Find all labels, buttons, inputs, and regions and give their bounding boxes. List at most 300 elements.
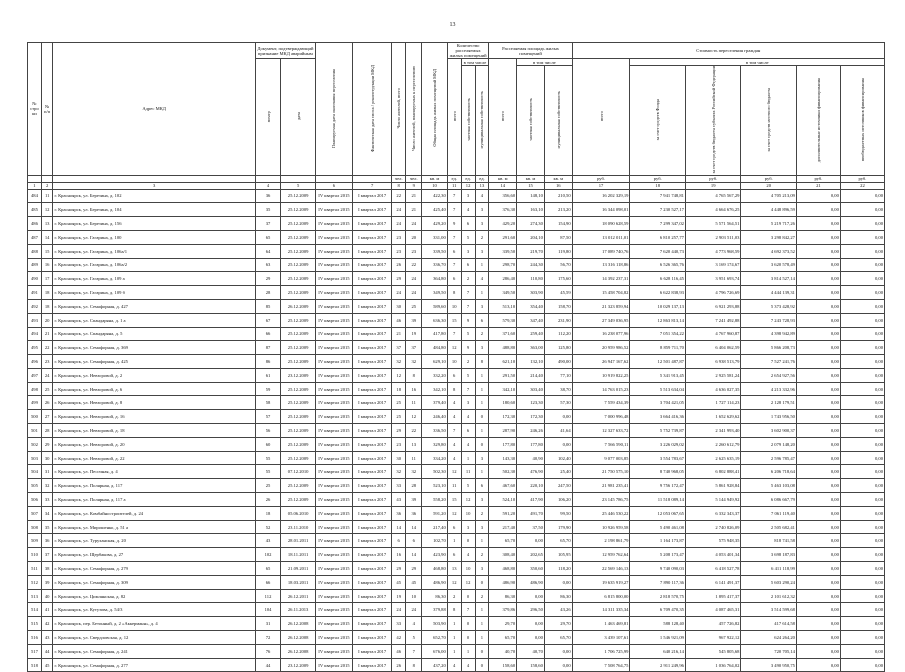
table-cell: 217,40 (489, 520, 517, 534)
unit-cell (281, 175, 316, 182)
table-cell: 16 344 098,01 (572, 203, 630, 217)
table-cell: 507 (28, 506, 42, 520)
page-number: 13 (449, 22, 456, 28)
table-cell: 246,40 (422, 410, 447, 424)
table-cell: 26.12.2008 (281, 644, 316, 658)
table-cell: 575 948,35 (685, 534, 741, 548)
table-cell: I квартал 2017 (352, 355, 391, 369)
table-cell: 0,00 (840, 327, 884, 341)
table-cell: IV квартал 2015 (315, 562, 352, 576)
table-row (28, 548, 885, 562)
table-cell: 1 164 173,87 (630, 534, 686, 548)
table-cell: 32 (392, 465, 406, 479)
header-cost-incl: в том числе (630, 59, 885, 66)
table-cell: 486,90 (489, 575, 517, 589)
table-cell: 296,50 (517, 603, 545, 617)
table-cell: г. Красноярск, ул. Березина, д. 156 (53, 217, 255, 231)
table-cell: 6 086 667,79 (741, 493, 797, 507)
table-cell: 298,70 (489, 258, 517, 272)
table-cell: 423,90 (422, 548, 447, 562)
table-cell: 0,00 (796, 548, 840, 562)
table-row (28, 203, 885, 217)
table-cell: 36 (255, 189, 280, 203)
table-cell: 4 053 401,34 (685, 548, 741, 562)
table-cell: 42 (392, 631, 406, 645)
table-cell: 45,59 (544, 286, 572, 300)
column-number-cell: 3 (53, 182, 255, 189)
table-cell: 8 859 711,70 (630, 341, 686, 355)
table-row (28, 341, 885, 355)
table-cell: 0,00 (840, 479, 884, 493)
table-cell: 468,80 (422, 562, 447, 576)
table-cell: 26.12.2008 (281, 617, 316, 631)
table-cell: 37 (406, 341, 422, 355)
table-cell: I квартал 2017 (352, 437, 391, 451)
table-cell: 72 (255, 631, 280, 645)
unit-cell: чел. (406, 175, 422, 182)
table-cell: 1 (447, 617, 461, 631)
table-cell: 32 (41, 479, 53, 493)
table-cell: 7 (447, 203, 461, 217)
table-cell: 486,90 (517, 575, 545, 589)
table-cell: 0,00 (840, 410, 884, 424)
table-cell: г. Красноярск, ул. Семафорная, д. 309 (53, 575, 255, 589)
table-row (28, 589, 885, 603)
table-cell: IV квартал 2015 (315, 465, 352, 479)
table-cell: 1 (475, 465, 489, 479)
table-cell: 0,00 (796, 203, 840, 217)
table-cell: 43 (41, 631, 53, 645)
header-num: № п/п (41, 43, 53, 176)
table-cell: 342,10 (422, 382, 447, 396)
table-cell: 25.12.2009 (281, 355, 316, 369)
table-cell: 28 (255, 286, 280, 300)
table-cell: 28 (41, 424, 53, 438)
table-cell: 24 (406, 603, 422, 617)
table-cell: 493 (28, 313, 42, 327)
table-cell: I квартал 2017 (352, 479, 391, 493)
table-row (28, 272, 885, 286)
table-cell: 2 198 861,79 (572, 534, 630, 548)
table-cell: 13 012 011,01 (572, 230, 630, 244)
table-cell: 27 349 036,95 (572, 313, 630, 327)
column-number-cell: 15 (517, 182, 545, 189)
table-cell: 4 (447, 451, 461, 465)
header-area-resettle: Расселяемая площадь жилых помещений (489, 43, 572, 59)
table-cell: 334,20 (422, 451, 447, 465)
table-cell: 15 458 704,82 (572, 286, 630, 300)
column-number-cell: 9 (406, 182, 422, 189)
table-cell: 0,00 (544, 658, 572, 672)
table-cell: г. Красноярск, ул. Березина, д. 104 (53, 203, 255, 217)
table-row (28, 506, 885, 520)
table-cell: 23.12.2009 (281, 658, 316, 672)
table-cell: I квартал 2017 (352, 327, 391, 341)
table-cell: 24 (406, 217, 422, 231)
table-cell: 35 (41, 520, 53, 534)
table-cell: 0 (475, 437, 489, 451)
table-cell: 9 756 172,47 (630, 479, 686, 493)
table-cell: 8 (447, 603, 461, 617)
table-cell: 8 (447, 286, 461, 300)
table-cell: 33 (392, 617, 406, 631)
table-cell: 21 323 859,94 (572, 299, 630, 313)
table-cell: 3 951 693,74 (685, 272, 741, 286)
table-cell: I квартал 2017 (352, 217, 391, 231)
table-cell: 22 (41, 341, 53, 355)
table-cell: 0,00 (840, 658, 884, 672)
table-cell: г. Красноярск, ул. Семафорная, д. 425 (53, 355, 255, 369)
table-cell: 37 (392, 341, 406, 355)
table-cell: I квартал 2017 (352, 313, 391, 327)
table-cell: 14 (406, 548, 422, 562)
table-cell: 516 (28, 631, 42, 645)
table-cell: 2 (461, 272, 475, 286)
table-cell: IV квартал 2015 (315, 286, 352, 300)
table-cell: 7 (461, 382, 475, 396)
table-row (28, 534, 885, 548)
table-cell: 0,00 (840, 644, 884, 658)
table-cell: 23 (406, 244, 422, 258)
table-cell: 0,00 (840, 451, 884, 465)
unit-cell: руб. (572, 175, 630, 182)
table-cell: 6 (447, 368, 461, 382)
table-cell: 65 (255, 562, 280, 576)
table-cell: I квартал 2017 (352, 244, 391, 258)
table-cell: 18 090 628,59 (572, 217, 630, 231)
table-cell: 86,30 (544, 589, 572, 603)
table-cell: 0,00 (796, 286, 840, 300)
table-cell: 0,00 (840, 548, 884, 562)
table-cell: 86,30 (422, 589, 447, 603)
table-cell: 8 740 968,05 (630, 465, 686, 479)
table-cell: 259,40 (517, 327, 545, 341)
table-cell: IV квартал 2015 (315, 603, 352, 617)
table-cell: 3 514 599,68 (741, 603, 797, 617)
table-cell: IV квартал 2015 (315, 631, 352, 645)
table-cell: 26.11.2013 (281, 603, 316, 617)
table-cell: 26 (41, 396, 53, 410)
table-cell: 506 (28, 493, 42, 507)
table-cell: 2 925 581,24 (685, 368, 741, 382)
table-cell: 0,00 (796, 189, 840, 203)
table-cell: 21 (406, 189, 422, 203)
table-header (28, 43, 885, 190)
table-cell: 21.09.2011 (281, 562, 316, 576)
table-cell: 0,00 (796, 603, 840, 617)
table-cell: 172,30 (489, 410, 517, 424)
table-cell: 286,40 (489, 272, 517, 286)
column-numbers-row (28, 182, 885, 189)
table-cell: 0,00 (796, 368, 840, 382)
table-cell: 1 652 629,62 (685, 410, 741, 424)
table-row (28, 437, 885, 451)
table-cell: 5 752 739,87 (630, 424, 686, 438)
table-cell: г. Красноярск, ул. Щербакова, д. 27 (53, 548, 255, 562)
table-row (28, 603, 885, 617)
table-cell: 3 439 107,61 (572, 631, 630, 645)
table-cell: IV квартал 2015 (315, 520, 352, 534)
header-address: Адрес МКД (53, 43, 255, 176)
table-cell: 497 (28, 368, 42, 382)
table-cell: 25.12.2009 (281, 341, 316, 355)
unit-cell (315, 175, 352, 182)
table-cell: 504 (28, 465, 42, 479)
table-cell: IV квартал 2015 (315, 244, 352, 258)
table-cell: I квартал 2017 (352, 644, 391, 658)
table-cell: 4 (447, 437, 461, 451)
table-cell: I квартал 2017 (352, 299, 391, 313)
table-cell: г. Красноярск, ул. Невзоровой, д. 16 (53, 410, 255, 424)
table-cell: 6 526 365,76 (630, 258, 686, 272)
table-cell: I квартал 2017 (352, 548, 391, 562)
table-cell: 25 (41, 382, 53, 396)
table-cell: 1 546 921,09 (630, 631, 686, 645)
table-cell: 0,00 (796, 230, 840, 244)
table-cell: 342,10 (489, 382, 517, 396)
table-cell: 33 (41, 493, 53, 507)
table-cell: 6 141 491,37 (685, 575, 741, 589)
table-cell: IV квартал 2015 (315, 548, 352, 562)
table-cell: 0,00 (796, 644, 840, 658)
table-cell: 1 727 114,23 (685, 396, 741, 410)
table-cell: 20 (41, 313, 53, 327)
table-cell: 491 (28, 286, 42, 300)
header-area-total: Общая площадь жилых помещений МКД (422, 43, 447, 176)
table-cell: 349,50 (422, 286, 447, 300)
header-area-private: частная собственность (517, 66, 545, 176)
table-cell: г. Красноярск, ул. Кутузова, д. 54/3 (53, 603, 255, 617)
table-cell: 509 (28, 534, 42, 548)
table-cell: IV квартал 2015 (315, 410, 352, 424)
table-cell: 3 (475, 341, 489, 355)
table-cell: 1 (447, 644, 461, 658)
table-cell: 0,00 (796, 327, 840, 341)
table-cell: 0,00 (796, 493, 840, 507)
table-cell: 7 (461, 299, 475, 313)
table-cell: 59 (255, 382, 280, 396)
table-cell: 7 051 354,22 (630, 327, 686, 341)
table-cell: 31 (41, 465, 53, 479)
table-cell: 514 (28, 603, 42, 617)
table-row (28, 299, 885, 313)
table-cell: 4 448 896,59 (741, 203, 797, 217)
table-cell: 12 (447, 575, 461, 589)
table-cell: 3 (461, 520, 475, 534)
table-cell: 1 036 764,02 (685, 658, 741, 672)
unit-cell: руб. (741, 175, 797, 182)
table-cell: 5 571 564,51 (685, 217, 741, 231)
table-cell: 21 (392, 327, 406, 341)
table-cell: 10 (447, 299, 461, 313)
table-cell: 0,00 (840, 603, 884, 617)
table-cell: IV квартал 2015 (315, 230, 352, 244)
table-cell: 0,00 (796, 589, 840, 603)
table-cell: 3 298 842,27 (741, 230, 797, 244)
table-cell: IV квартал 2015 (315, 368, 352, 382)
table-cell: IV квартал 2015 (315, 658, 352, 672)
table-cell: 10 (461, 562, 475, 576)
table-cell: 339,50 (422, 244, 447, 258)
table-cell: 119,80 (544, 244, 572, 258)
unit-cell (28, 175, 42, 182)
table-cell: I квартал 2017 (352, 203, 391, 217)
table-cell: 65 (255, 230, 280, 244)
table-cell: 291,60 (489, 230, 517, 244)
table-cell: 3 (461, 189, 475, 203)
table-cell: 511 (28, 562, 42, 576)
table-cell: 3 814 527,14 (741, 272, 797, 286)
table-row (28, 189, 885, 203)
table-cell: 43,26 (544, 603, 572, 617)
table-cell: 07.12.2010 (281, 465, 316, 479)
table-cell: 1 (447, 534, 461, 548)
table-cell: 0,00 (796, 562, 840, 576)
table-cell: 158,60 (489, 658, 517, 672)
table-cell: 210,50 (544, 189, 572, 203)
table-row (28, 644, 885, 658)
table-row (28, 286, 885, 300)
table-cell: 515 (28, 617, 42, 631)
table-cell: 3 704 421,05 (630, 396, 686, 410)
table-cell: 41,64 (544, 424, 572, 438)
table-cell: IV квартал 2015 (315, 355, 352, 369)
table-cell: 15 (447, 493, 461, 507)
table-cell: 19 (406, 327, 422, 341)
table-cell: г. Красноярск, ул. Мирошенко, д. 51 а (53, 520, 255, 534)
table-cell: 7 (447, 189, 461, 203)
table-cell: 6 (406, 534, 422, 548)
table-cell: 22 569 146,13 (572, 562, 630, 576)
table-cell: 0,00 (840, 520, 884, 534)
table-cell: 486,90 (422, 575, 447, 589)
table-cell: 274,30 (517, 217, 545, 231)
table-cell: 22 (406, 258, 422, 272)
table-cell: 11 (461, 465, 475, 479)
column-number-cell: 22 (840, 182, 884, 189)
table-cell: 172,30 (517, 410, 545, 424)
table-cell: 0,00 (840, 575, 884, 589)
table-cell: 65,70 (489, 534, 517, 548)
table-cell: I квартал 2017 (352, 424, 391, 438)
table-cell: 0,00 (796, 479, 840, 493)
table-cell: 3 698 187,83 (741, 548, 797, 562)
table-cell: 7 061 119,40 (741, 506, 797, 520)
table-cell: 363,00 (517, 341, 545, 355)
table-cell: 2 128 179,51 (741, 396, 797, 410)
table-cell: 16 202 329,19 (572, 189, 630, 203)
table-cell: IV квартал 2015 (315, 451, 352, 465)
table-cell: 329,80 (422, 437, 447, 451)
table-cell: 495 (28, 341, 42, 355)
table-cell: 3 (475, 493, 489, 507)
table-cell: I квартал 2017 (352, 396, 391, 410)
column-number-cell: 12 (461, 182, 475, 189)
table-cell: 25.12.2009 (281, 424, 316, 438)
table-cell: 518 (28, 658, 42, 672)
table-cell: 1 (475, 286, 489, 300)
column-number-cell: 8 (392, 182, 406, 189)
table-cell: 484 (28, 189, 42, 203)
table-cell: 2 (461, 355, 475, 369)
table-cell: 23.11.2010 (281, 520, 316, 534)
table-cell: 513,10 (489, 299, 517, 313)
table-cell: 21 (406, 203, 422, 217)
table-cell: 5 866 208,73 (741, 341, 797, 355)
table-cell: 505 (28, 479, 42, 493)
table-cell: I квартал 2017 (352, 575, 391, 589)
table-cell: 8 (447, 382, 461, 396)
table-cell: 20 959 986,52 (572, 341, 630, 355)
table-cell: 39 (406, 493, 422, 507)
table-cell: 102,70 (422, 534, 447, 548)
table-cell: 0,00 (840, 203, 884, 217)
table-cell: 143,30 (489, 451, 517, 465)
table-cell: 33 (392, 479, 406, 493)
table-cell: 31 (255, 617, 280, 631)
table-cell: 7 000 996,48 (572, 410, 630, 424)
table-cell: 38,70 (544, 382, 572, 396)
table-cell: 4 765 567,29 (685, 189, 741, 203)
table-cell: 0,00 (840, 258, 884, 272)
table-cell: 87,50 (544, 230, 572, 244)
table-cell: 0,00 (517, 534, 545, 548)
table-cell: 19 (392, 589, 406, 603)
table-cell: 0,00 (840, 465, 884, 479)
table-cell: 5 219 717,26 (741, 217, 797, 231)
table-cell: 106,20 (544, 493, 572, 507)
unit-cell (41, 175, 53, 182)
header-area-incl: в том числе (517, 59, 573, 66)
table-cell: г. Красноярск, ул. Невзоровой, д. 2 (53, 368, 255, 382)
table-cell: 23 (392, 437, 406, 451)
table-cell: 0,00 (840, 341, 884, 355)
table-cell: 3 (475, 451, 489, 465)
table-cell: 6 709 470,35 (630, 603, 686, 617)
table-cell: I квартал 2017 (352, 230, 391, 244)
table-cell: 125,80 (544, 341, 572, 355)
table-cell: 339,50 (489, 244, 517, 258)
table-cell: 417,80 (422, 327, 447, 341)
table-cell: 23.12.2009 (281, 368, 316, 382)
table-cell: 2 596 785,47 (741, 451, 797, 465)
table-cell: 13 (447, 562, 461, 576)
table-cell: 6 815 800,00 (572, 589, 630, 603)
table-cell: 1 (461, 644, 475, 658)
table-cell: 9 077 003,85 (572, 451, 630, 465)
column-number-cell: 6 (315, 182, 352, 189)
table-cell: I квартал 2017 (352, 286, 391, 300)
table-cell: 12 (41, 203, 53, 217)
unit-cell: руб. (840, 175, 884, 182)
table-cell: 21 981 235,41 (572, 479, 630, 493)
table-cell: 25.12.2009 (281, 327, 316, 341)
table-cell: 12 (461, 575, 475, 589)
table-cell: 24 (41, 368, 53, 382)
table-row (28, 368, 885, 382)
column-number-cell: 20 (741, 182, 797, 189)
table-cell: 16 (392, 548, 406, 562)
table-cell: 967 922,12 (685, 631, 741, 645)
table-cell: 0,00 (796, 355, 840, 369)
table-cell: 45 (406, 575, 422, 589)
table-cell: 629,10 (422, 355, 447, 369)
table-cell: 4 (447, 396, 461, 410)
table-cell: 34 (41, 506, 53, 520)
column-number-cell: 13 (475, 182, 489, 189)
table-cell: 2 (475, 548, 489, 562)
table-cell: г. Красноярск, ул. Гагарина, д. 100 (53, 230, 255, 244)
